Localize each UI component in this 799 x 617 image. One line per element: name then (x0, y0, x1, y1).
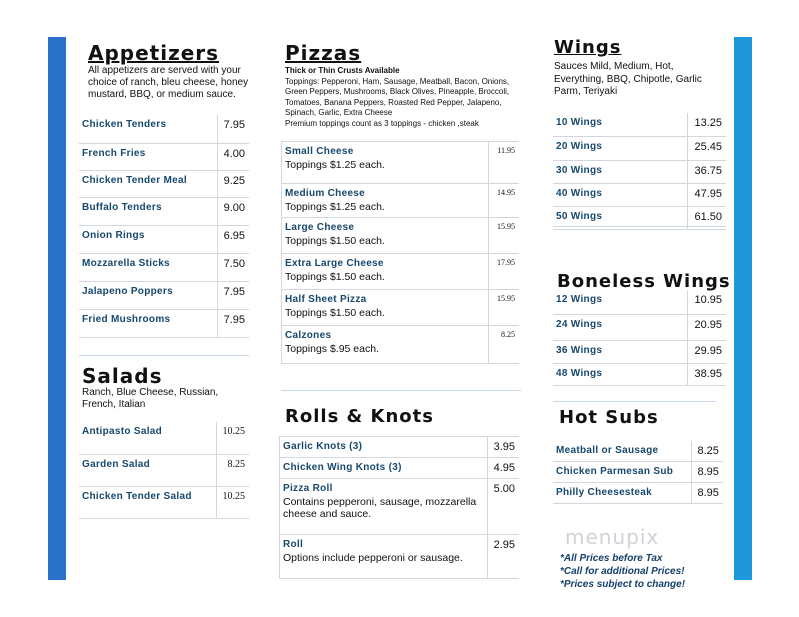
appetizers-item-price: 7.95 (217, 281, 249, 309)
appetizers-item-price: 9.25 (217, 170, 249, 197)
appetizers-item-name (79, 170, 217, 197)
salads-item-label: Antipasto Salad (82, 426, 163, 437)
rolls-heading: Rolls & Knots (285, 406, 434, 427)
pizzas-toppings: Toppings: Pepperoni, Ham, Sausage, Meatball, Bacon, Onions, Green Peppers, Mushrooms, Black Olives, Pineapple, Broccoli, Tomatoes, Banana Peppers, Roasted Red Pepper, Jalapeno, Spinach, Garlic, Extra Cheese (285, 76, 510, 117)
appetizers-item-name (79, 253, 217, 281)
appetizers-heading: Appetizers (88, 41, 220, 65)
pizzas-item-price: 15.95 (488, 290, 519, 326)
wings-row-40-wings (553, 183, 726, 206)
rolls-item-price: 3.95 (487, 437, 519, 458)
pizzas-item-name (282, 326, 489, 364)
pizzas-item-price: 15.95 (488, 218, 519, 254)
appetizers-item-name (79, 143, 217, 170)
pizzas-item-note: Toppings $.95 each. (285, 343, 379, 355)
appetizers-row-fried-mushrooms (79, 309, 249, 337)
salads-item-label: Garden Salad (82, 458, 151, 470)
appetizers-item-label: Mozzarella Sticks (82, 257, 170, 269)
right-decorative-bar (734, 37, 752, 580)
pizzas-item-name (282, 184, 489, 218)
appetizers-row-chicken-tenders (79, 115, 249, 143)
wings-heading: Wings (554, 37, 622, 58)
salads-row-antipasto-salad (79, 422, 249, 454)
salads-row-chicken-tender-salad (79, 486, 249, 518)
appetizers-row-chicken-tender-meal (79, 170, 249, 197)
pizzas-row-calzones (282, 326, 520, 364)
appetizers-item-price: 7.50 (217, 253, 249, 281)
wings-item-label: 30 Wings (556, 164, 603, 176)
note-change: *Prices subject to change! (560, 579, 686, 590)
price-notes (560, 552, 685, 591)
rolls-item-name (280, 535, 488, 579)
appetizers-item-name (79, 225, 217, 253)
pizzas-item-price: 11.95 (488, 142, 519, 184)
appetizers-item-label: Chicken Tenders (82, 119, 167, 130)
rolls-item-note: Options include pepperoni or sausage. (283, 552, 463, 564)
wings-item-name (553, 183, 688, 206)
pizzas-item-label: Extra Large Cheese (285, 258, 384, 269)
boneless-row-36-wings (553, 340, 726, 363)
appetizers-item-label: Buffalo Tenders (82, 201, 162, 213)
pizzas-item-price: 17.95 (488, 254, 519, 290)
pizzas-row-large-cheese (282, 218, 520, 254)
rolls-row-roll (280, 535, 520, 579)
appetizers-item-price: 7.95 (217, 115, 249, 143)
pizzas-item-name (282, 254, 489, 290)
appetizers-item-label: Jalapeno Poppers (82, 285, 173, 297)
appetizers-item-price: 7.95 (217, 309, 249, 337)
subs-item-label: Chicken Parmesan Sub (556, 466, 674, 477)
appetizers-item-label: Onion Rings (82, 229, 145, 241)
note-tax: *All Prices before Tax (560, 553, 663, 564)
pizzas-row-small-cheese (282, 142, 520, 184)
salads-item-name (79, 486, 216, 518)
boneless-item-label: 24 Wings (556, 318, 603, 330)
appetizers-row-buffalo-tenders (79, 197, 249, 225)
rolls-row-chicken-wing-knots-3 (280, 458, 520, 479)
pizzas-item-label: Large Cheese (285, 222, 355, 233)
wings-item-name (553, 113, 688, 136)
pizzas-item-label: Medium Cheese (285, 188, 366, 199)
pizzas-row-half-sheet-pizza (282, 290, 520, 326)
appetizers-description: All appetizers are served with your choice of ranch, bleu cheese, honey mustard, BBQ, or medium sauce. (88, 65, 249, 100)
pizzas-divider (281, 390, 521, 391)
subs-heading: Hot Subs (559, 407, 659, 428)
appetizers-item-name (79, 115, 217, 143)
subs-item-label: Philly Cheesesteak (556, 487, 653, 498)
boneless-item-name (553, 363, 688, 385)
subs-row-philly-cheesesteak (553, 483, 723, 504)
appetizers-row-jalapeno-poppers (79, 281, 249, 309)
rolls-item-price: 5.00 (487, 479, 519, 535)
pizzas-item-label: Half Sheet Pizza (285, 294, 367, 305)
pizzas-row-medium-cheese (282, 184, 520, 218)
boneless-divider (553, 401, 716, 402)
pizzas-table (281, 141, 519, 364)
wings-item-price: 61.50 (688, 206, 726, 229)
wings-row-10-wings (553, 113, 726, 136)
wings-item-price: 47.95 (688, 183, 726, 206)
wings-divider (553, 226, 726, 227)
salads-item-price: 10.25 (216, 486, 249, 518)
pizzas-item-note: Toppings $1.50 each. (285, 271, 385, 283)
salads-item-price: 10.25 (216, 422, 249, 454)
appetizers-row-french-fries (79, 143, 249, 170)
salads-table (79, 422, 249, 519)
appetizers-item-price: 4.00 (217, 143, 249, 170)
boneless-item-label: 36 Wings (556, 344, 603, 356)
wings-item-name (553, 160, 688, 183)
rolls-item-price: 4.95 (487, 458, 519, 479)
pizzas-premium-note: Premium toppings count as 3 toppings - chicken ,steak (285, 118, 479, 128)
pizzas-subtitle: Thick or Thin Crusts Available (285, 66, 400, 75)
pizzas-item-price: 8.25 (488, 326, 519, 364)
left-decorative-bar (48, 37, 66, 580)
appetizers-item-label: French Fries (82, 147, 146, 159)
wings-item-label: 10 Wings (556, 117, 603, 128)
wings-item-label: 50 Wings (556, 210, 603, 222)
boneless-row-12-wings (553, 290, 726, 314)
subs-item-price: 8.25 (691, 441, 723, 462)
pizzas-item-name (282, 218, 489, 254)
appetizers-row-mozzarella-sticks (79, 253, 249, 281)
appetizers-row-onion-rings (79, 225, 249, 253)
subs-item-name (553, 483, 691, 504)
wings-row-30-wings (553, 160, 726, 183)
boneless-item-price: 29.95 (688, 340, 726, 363)
pizzas-heading: Pizzas (285, 41, 362, 65)
rolls-row-pizza-roll (280, 479, 520, 535)
appetizers-divider (79, 355, 249, 356)
rolls-item-name (280, 479, 488, 535)
rolls-table (279, 436, 519, 579)
rolls-item-price: 2.95 (487, 535, 519, 579)
appetizers-item-price: 9.00 (217, 197, 249, 225)
note-call: *Call for additional Prices! (560, 566, 685, 577)
subs-row-chicken-parmesan-sub (553, 462, 723, 483)
boneless-item-price: 10.95 (688, 290, 726, 314)
pizzas-item-note: Toppings $1.25 each. (285, 159, 385, 171)
boneless-item-name (553, 314, 688, 340)
rolls-item-label: Pizza Roll (283, 483, 333, 494)
boneless-item-name (553, 290, 688, 314)
subs-row-meatball-or-sausage (553, 441, 723, 462)
salads-heading: Salads (82, 364, 163, 388)
wings-row-20-wings (553, 136, 726, 160)
salads-description: Ranch, Blue Cheese, Russian, French, Italian (82, 387, 219, 410)
wings-item-price: 36.75 (688, 160, 726, 183)
pizzas-item-label: Calzones (285, 330, 332, 341)
salads-item-name (79, 454, 216, 486)
rolls-item-label: Chicken Wing Knots (3) (283, 462, 402, 473)
appetizers-table (79, 115, 249, 338)
boneless-row-24-wings (553, 314, 726, 340)
wings-table (553, 113, 726, 230)
salads-item-label: Chicken Tender Salad (82, 490, 192, 502)
rolls-item-name (280, 458, 488, 479)
subs-item-price: 8.95 (691, 483, 723, 504)
rolls-item-note: Contains pepperoni, sausage, mozzarella cheese and sauce. (283, 496, 477, 520)
boneless-item-name (553, 340, 688, 363)
pizzas-item-note: Toppings $1.50 each. (285, 235, 385, 247)
rolls-item-label: Garlic Knots (3) (283, 441, 363, 452)
salads-item-price: 8.25 (216, 454, 249, 486)
wings-item-name (553, 136, 688, 160)
rolls-row-garlic-knots-3 (280, 437, 520, 458)
salads-item-name (79, 422, 216, 454)
boneless-item-price: 20.95 (688, 314, 726, 340)
boneless-row-48-wings (553, 363, 726, 385)
pizzas-description (285, 66, 520, 129)
wings-item-price: 13.25 (688, 113, 726, 136)
pizzas-item-price: 14.95 (488, 184, 519, 218)
subs-item-name (553, 462, 691, 483)
wings-item-label: 20 Wings (556, 140, 603, 152)
subs-item-name (553, 441, 691, 462)
pizzas-item-note: Toppings $1.50 each. (285, 307, 385, 319)
salads-row-garden-salad (79, 454, 249, 486)
subs-table (553, 441, 723, 504)
pizzas-row-extra-large-cheese (282, 254, 520, 290)
boneless-item-label: 12 Wings (556, 294, 603, 305)
wings-item-label: 40 Wings (556, 187, 603, 199)
wings-item-price: 25.45 (688, 136, 726, 160)
subs-item-price: 8.95 (691, 462, 723, 483)
appetizers-item-price: 6.95 (217, 225, 249, 253)
menupix-watermark: menupix (565, 525, 660, 549)
boneless-table (553, 290, 726, 386)
appetizers-item-name (79, 309, 217, 337)
pizzas-item-label: Small Cheese (285, 146, 354, 157)
rolls-item-name (280, 437, 488, 458)
appetizers-item-label: Chicken Tender Meal (82, 174, 187, 186)
pizzas-item-name (282, 290, 489, 326)
subs-item-label: Meatball or Sausage (556, 445, 659, 456)
pizzas-item-note: Toppings $1.25 each. (285, 201, 385, 213)
boneless-item-price: 38.95 (688, 363, 726, 385)
appetizers-item-label: Fried Mushrooms (82, 313, 171, 325)
appetizers-item-name (79, 281, 217, 309)
boneless-heading: Boneless Wings (557, 271, 731, 292)
boneless-item-label: 48 Wings (556, 367, 603, 379)
wings-description: Sauces Mild, Medium, Hot, Everything, BBQ, Chipotle, Garlic Parm, Teriyaki (554, 61, 702, 97)
rolls-item-label: Roll (283, 539, 304, 550)
pizzas-item-name (282, 142, 489, 184)
appetizers-item-name (79, 197, 217, 225)
